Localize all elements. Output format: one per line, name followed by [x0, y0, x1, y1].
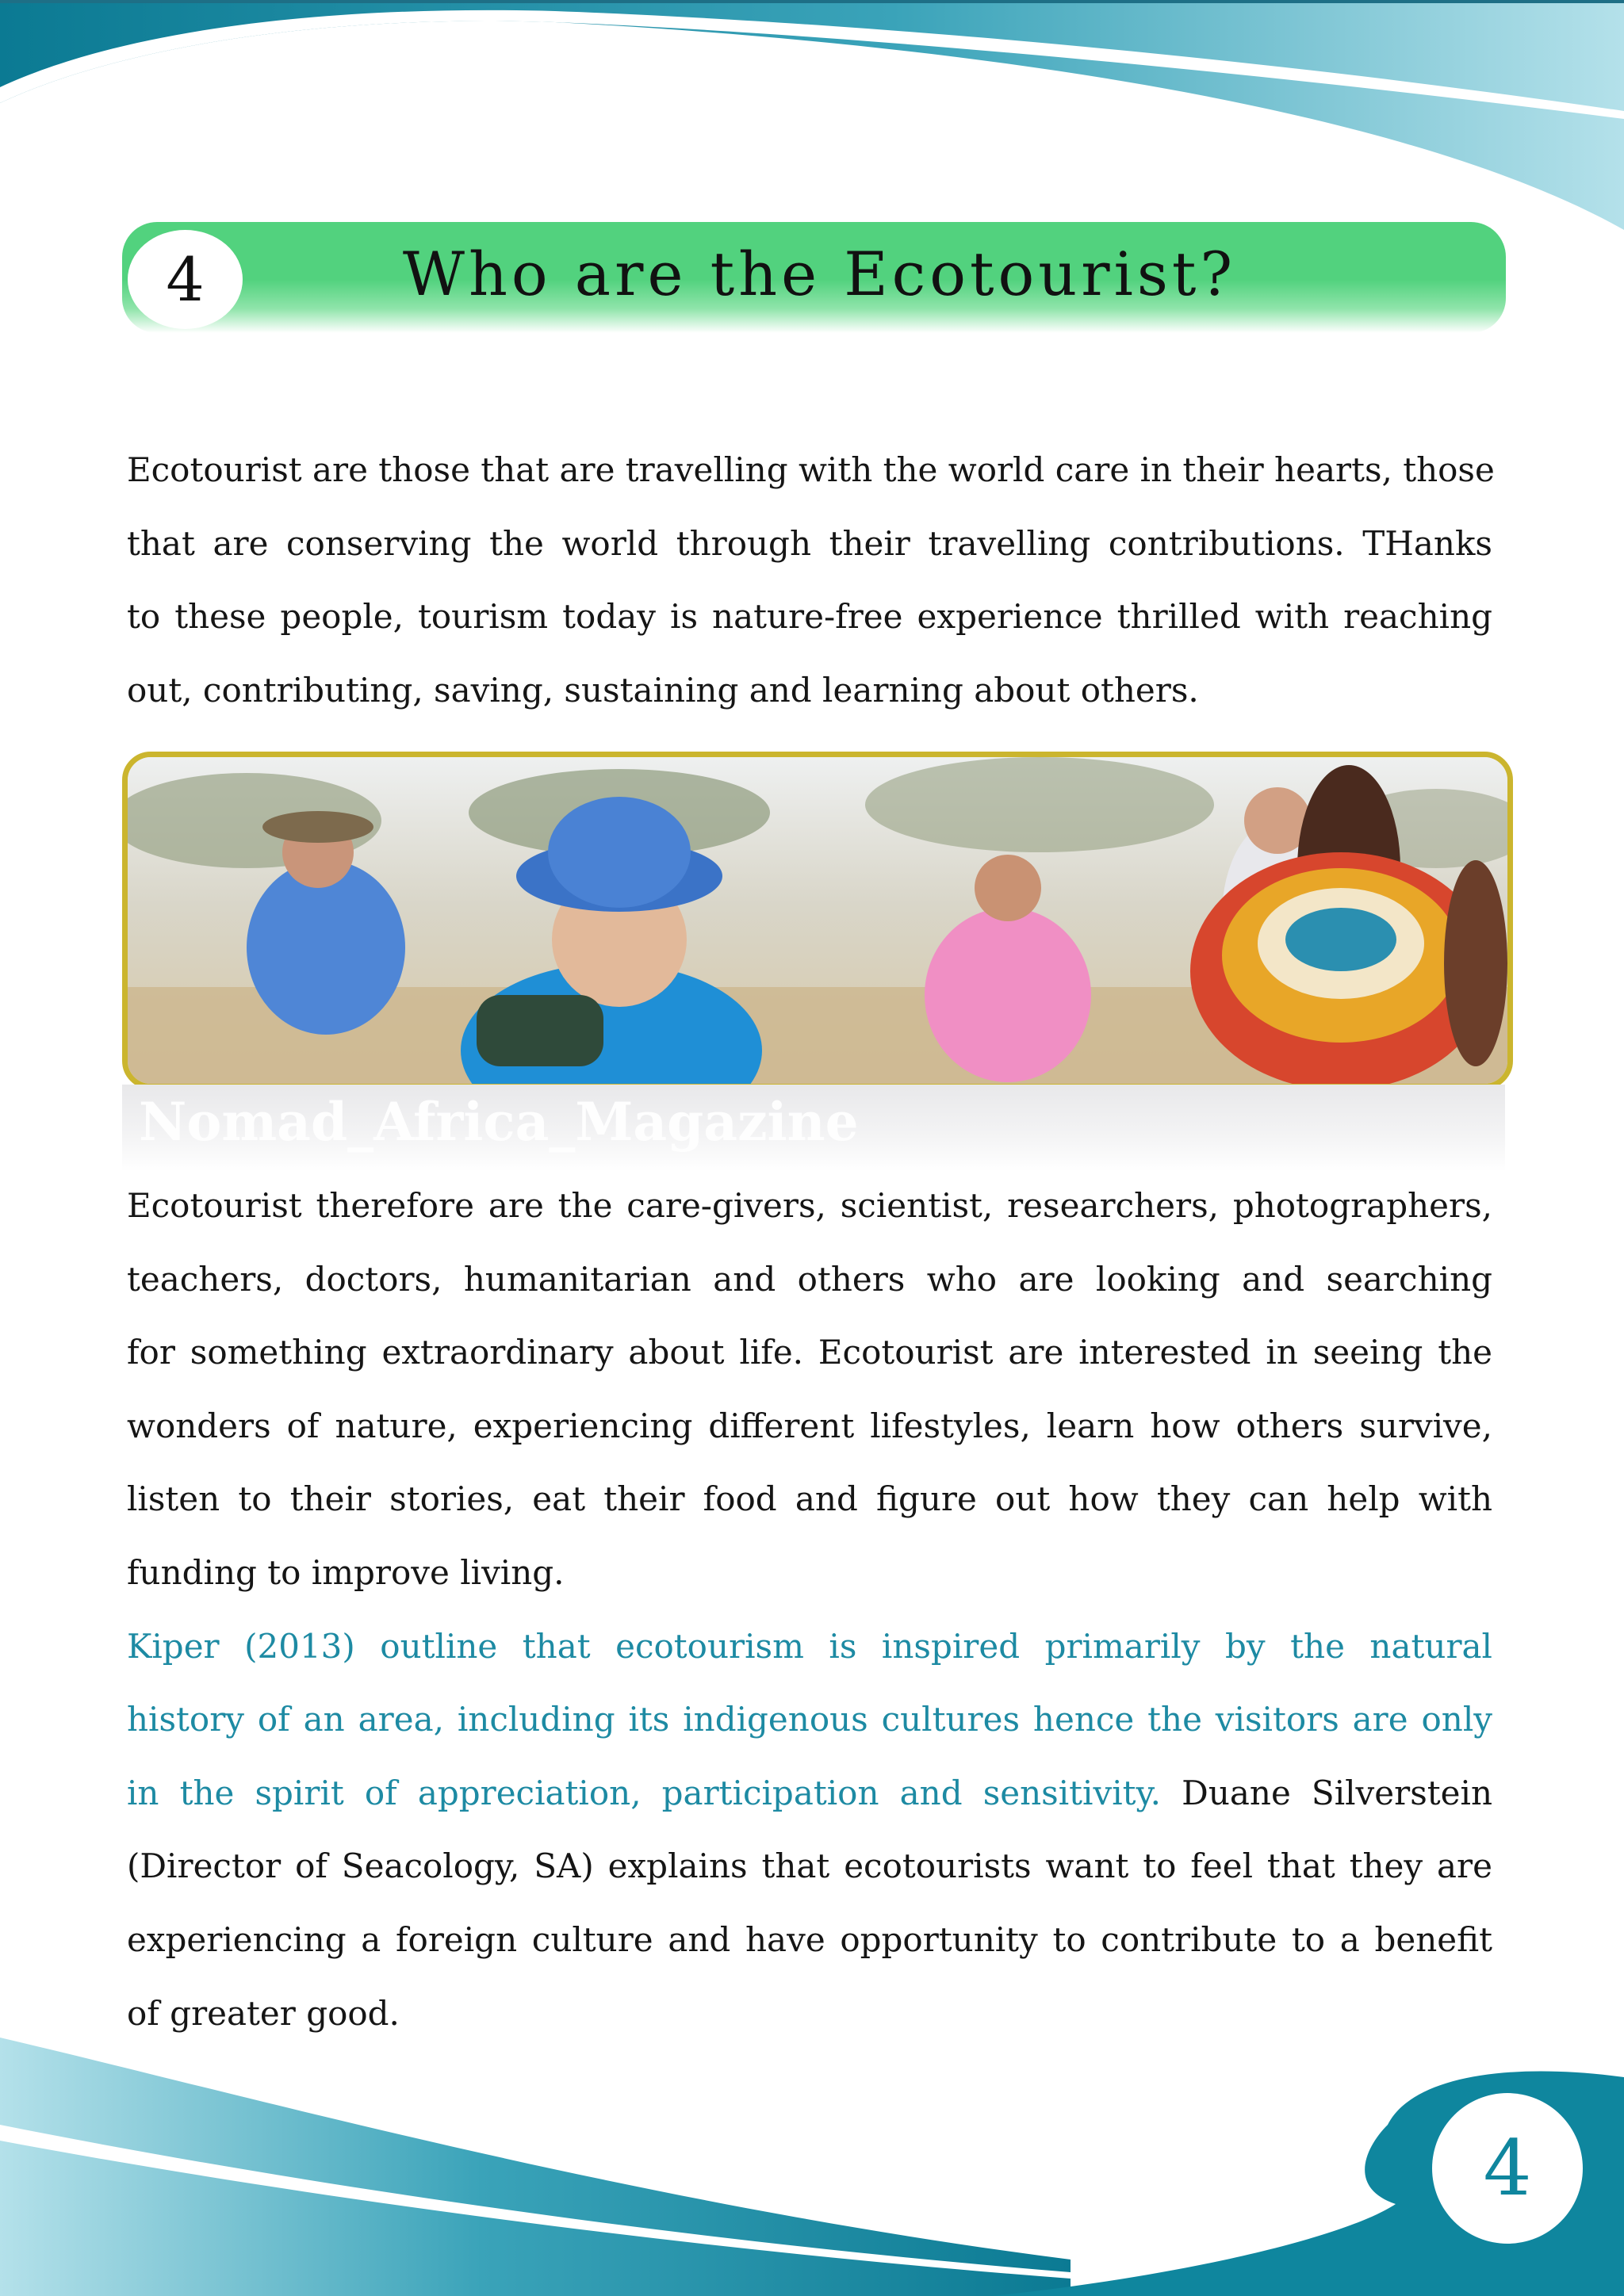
section-number: 4 [128, 230, 243, 329]
quote-author: Duane Silverstein [1182, 1773, 1492, 1812]
citation-line-end: in the spirit of appreciation, participation and sensitivity. [127, 1773, 1162, 1812]
paragraph-line: (Director of Seacology, SA) explains that ecotourists want to feel that they are [127, 1846, 1492, 1886]
mixed-line [127, 1757, 1492, 1831]
paragraph-line: wonders of nature, experiencing different lifestyles, learn how others survive, [127, 1406, 1492, 1445]
paragraph-line: teachers, doctors, humanitarian and others who are looking and searching [127, 1259, 1492, 1299]
paragraph-line: funding to improve living. [127, 1552, 565, 1592]
paragraph-line: listen to their stories, eat their food and figure out how they can help with [127, 1479, 1492, 1519]
page-number: 4 [1432, 2093, 1583, 2244]
paragraph-line: Ecotourist therefore are the care-givers, scientist, researchers, photographers, [127, 1186, 1492, 1225]
top-wave-decoration [0, 0, 1624, 238]
paragraph-line: experiencing a foreign culture and have opportunity to contribute to a benefit [127, 1919, 1492, 1959]
intro-paragraph [127, 434, 1495, 727]
paragraph-line: for something extraordinary about life. Ecotourist are interested in seeing the [127, 1333, 1492, 1372]
paragraph-line: out, contributing, saving, sustaining and learning about others. [127, 670, 1199, 710]
ecotourists-photo [128, 757, 1507, 1084]
paragraph-line: Ecotourist are those that are travelling with the world care in their hearts, those [127, 450, 1495, 489]
paragraph-line: of greater good. [127, 1993, 400, 2033]
citation-line: history of an area, including its indigenous cultures hence the visitors are only [127, 1700, 1492, 1739]
photo-watermark: Nomad_Africa_Magazine [139, 1091, 859, 1153]
paragraph-line: that are conserving the world through their travelling contributions. THanks [127, 523, 1492, 563]
paragraph-line: to these people, tourism today is nature-free experience thrilled with reaching [127, 597, 1492, 637]
bottom-wave-decoration [0, 2030, 1624, 2296]
photo-frame [122, 752, 1513, 1089]
citation-line: Kiper (2013) outline that ecotourism is inspired primarily by the natural [127, 1626, 1492, 1666]
page-title: Who are the Ecotourist? [402, 238, 1237, 309]
body-paragraph [127, 1169, 1492, 2050]
